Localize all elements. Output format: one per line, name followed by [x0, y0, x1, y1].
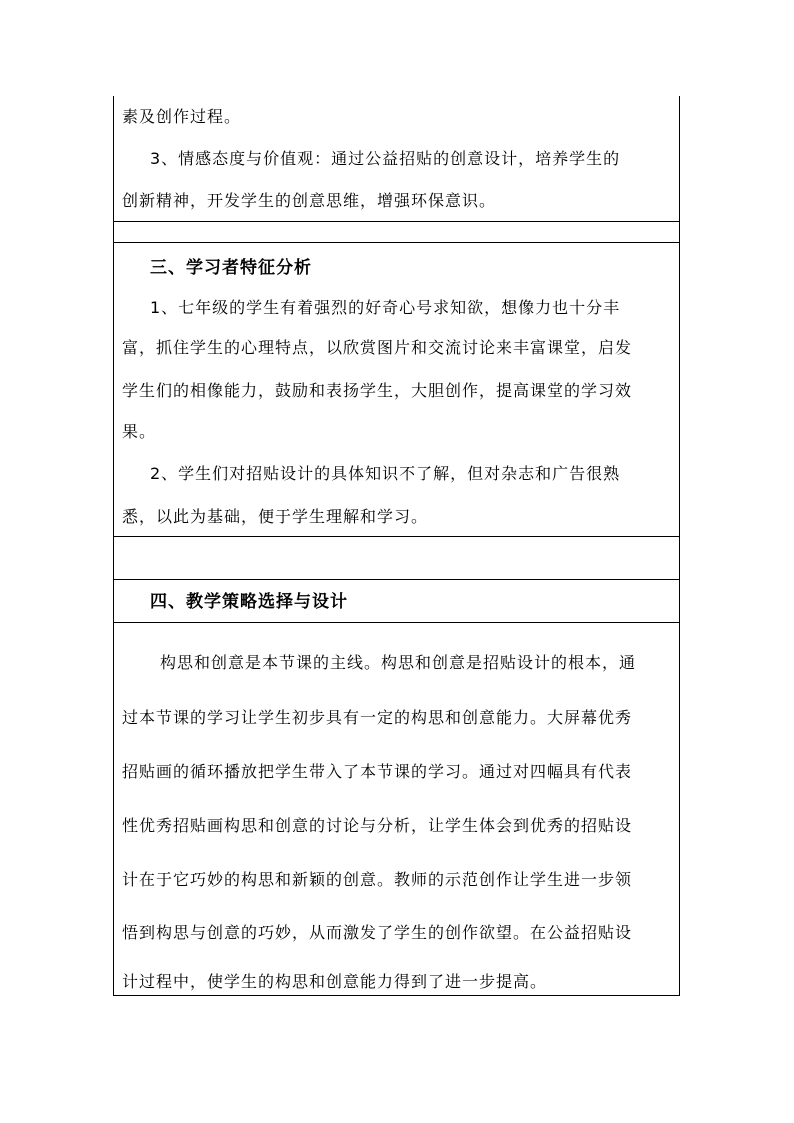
- learner-analysis-text-line: 悉，以此为基础，便于学生理解和学习。: [122, 507, 429, 526]
- strategy-text-line: 计在于它巧妙的构思和新颖的创意。教师的示范创作让学生进一步领: [122, 870, 633, 889]
- learner-analysis-text-line: 2、学生们对招贴设计的具体知识不了解，但对杂志和广告很熟: [150, 464, 621, 483]
- strategy-text-line: 性优秀招贴画构思和创意的讨论与分析，让学生体会到优秀的招贴设: [122, 816, 633, 835]
- strategy-heading: 四、教学策略选择与设计: [150, 592, 348, 612]
- strategy-text-line: 构思和创意是本节课的主线。构思和创意是招贴设计的根本，通: [160, 653, 637, 672]
- learner-analysis-heading: 三、学习者特征分析: [150, 258, 312, 278]
- lesson-plan-table: [113, 96, 680, 996]
- strategy-text-line: 悟到构思与创意的巧妙，从而激发了学生的创作欲望。在公益招贴设: [122, 923, 633, 942]
- learner-analysis-text-line: 果。: [122, 422, 157, 441]
- strategy-text-line: 过本节课的学习让学生初步具有一定的构思和创意能力。大屏幕优秀: [122, 708, 633, 727]
- learner-analysis-text-line: 富，抓住学生的心理特点，以欣赏图片和交流讨论来丰富课堂，启发: [122, 338, 633, 357]
- objectives-text-line-3: 创新精神，开发学生的创意思维，增强环保意识。: [122, 191, 497, 210]
- learner-analysis-text-line: 1、七年级的学生有着强烈的好奇心号求知欲，想像力也十分丰: [150, 298, 621, 317]
- objectives-text-line-1: 素及创作过程。: [122, 107, 242, 126]
- learner-analysis-text-line: 学生们的相像能力，鼓励和表扬学生，大胆创作，提高课堂的学习效: [122, 381, 633, 400]
- strategy-text-line: 招贴画的循环播放把学生带入了本节课的学习。通过对四幅具有代表: [122, 762, 633, 781]
- row-divider: [114, 622, 679, 623]
- objectives-text-line-2: 3、情感态度与价值观：通过公益招贴的创意设计，培养学生的: [150, 149, 621, 168]
- row-divider: [114, 221, 679, 222]
- row-divider: [114, 536, 679, 537]
- row-divider: [114, 242, 679, 243]
- row-divider: [114, 579, 679, 580]
- strategy-text-line: 计过程中，使学生的构思和创意能力得到了进一步提高。: [122, 972, 548, 991]
